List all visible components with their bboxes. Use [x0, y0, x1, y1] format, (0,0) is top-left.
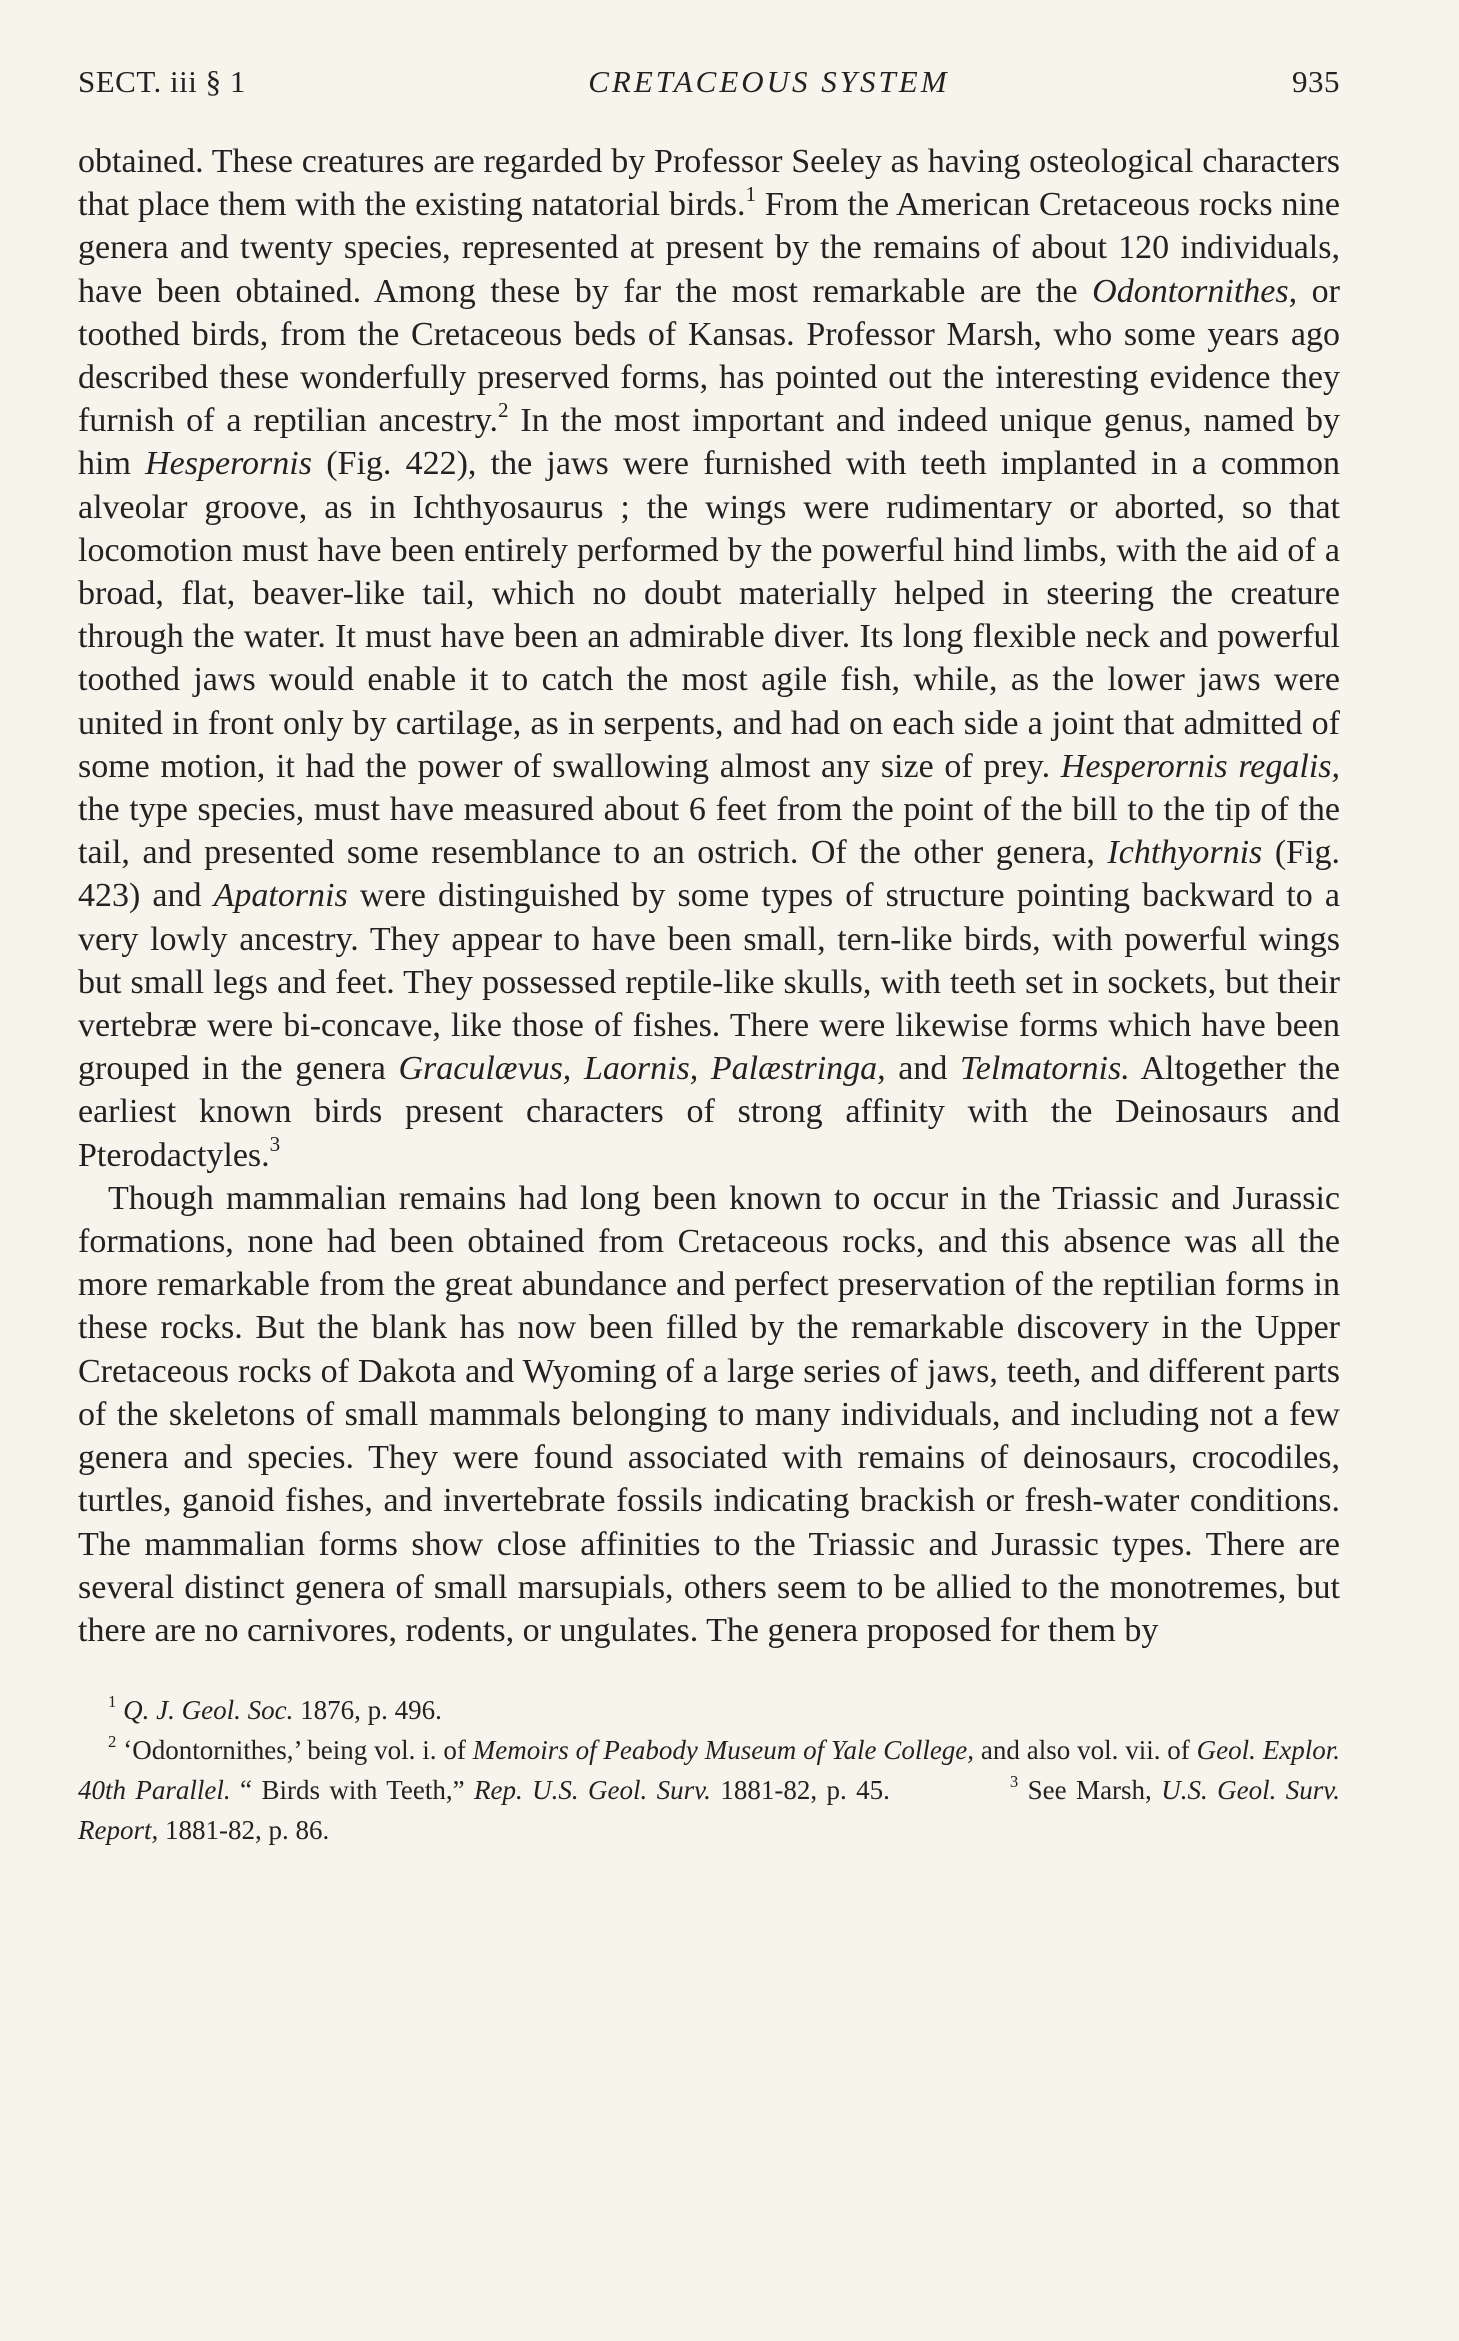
paragraph-mammals: Though mammalian remains had long been known to occur in the Triassic and Jurassic formations, none had been obtained from Cretaceous rocks, and this absence was all the more remarkable from the great abundance and perfect preservation of the reptilian forms in these rocks. But the blank has now been filled by the remarkable discovery in the Upper Cretaceous rocks of Dakota and Wyoming of a large series of jaws, teeth, and different parts of the skeletons of small mammals belonging to many individuals, and including not a few genera and species. They were found associated with remains of deinosaurs, crocodiles, turtles, ganoid fishes, and invertebrate fossils indicating brackish or fresh-water conditions. The mammalian forms show close affinities to the Triassic and Jurassic types. There are several distinct genera of small marsupials, others seem to be allied to the monotremes, but there are no carnivores, rodents, or ungulates. The genera proposed for them by: [78, 1179, 1340, 1649]
footnote-ref-1: 1: [745, 181, 757, 206]
body-text: [78, 140, 1340, 1652]
footnote-ref-2: 2: [498, 397, 509, 422]
footnotes: [78, 1690, 1340, 1850]
footnote-ref-3: 3: [269, 1132, 281, 1157]
footnote-2: $^2$ ‘Odontornithes,’ being vol. i. of Memoirs of Peabody Museum of Yale College, and also vol. vii. of Geol. Explor. 40th Parallel. “ Birds with Teeth,” Rep. U.S. Geol. Surv. 1881-82, p. 45. $^3$ See Marsh, U.S. Geol. Surv. Report, 1881-82, p. 86.: [78, 1732, 1340, 1846]
page-number: 935: [1291, 64, 1340, 99]
footnote-1: $^1$ Q. J. Geol. Soc. 1876, p. 496.: [108, 1692, 442, 1726]
section-label: SECT. iii § 1: [78, 64, 246, 99]
running-title: CRETACEOUS SYSTEM: [588, 64, 950, 99]
paragraph-birds: obtained. These creatures are regarded by Professor Seeley as having osteological characters that place them with the existing natatorial birds.$^1$ From the American Cretaceous rocks nine genera and twenty species, represented at present by the remains of about 120 individuals, have been obtained. Among these by far the most remarkable are the Odontornithes, or toothed birds, from the Cretaceous beds of Kansas. Professor Marsh, who some years ago described these wonderfully preserved forms, has pointed out the interesting evidence they furnish of a reptilian ancestry.$^2$ In the most important and indeed unique genus, named by him Hesperornis (Fig. 422), the jaws were furnished with teeth implanted in a common alveolar groove, as in Ichthyosaurus ; the wings were rudimentary or aborted, so that locomotion must have been entirely performed by the powerful hind limbs, with the aid of a broad, flat, beaver-like tail, which no doubt materially helped in steering the creature through the water. It must have been an admirable diver. Its long flexible neck and powerful toothed jaws would enable it to catch the most agile fish, while, as the lower jaws were united in front only by cartilage, as in serpents, and had on each side a joint that admitted of some motion, it had the power of swallowing almost any size of prey. Hesperornis regalis, the type species, must have measured about 6 feet from the point of the bill to the tip of the tail, and presented some resemblance to an ostrich. Of the other genera, Ichthyornis (Fig. 423) and Apatornis were distinguished by some types of structure pointing backward to a very lowly ancestry. They appear to have been small, tern-like birds, with powerful wings but small legs and feet. They possessed reptile-like skulls, with teeth set in sockets, but their vertebræ were bi-concave, like those of fishes. There were likewise forms which have been grouped in the genera Graculævus, Laornis, Palæstringa, and Telmatornis. Altogether the earliest known birds present characters of strong affinity with the Deinosaurs and Pterodactyles.$^3$: [78, 143, 1341, 1174]
page: [78, 64, 1340, 1850]
running-header: [78, 64, 1340, 100]
footnote-3: $^3$ See Marsh, U.S. Geol. Surv. Report, 1881-82, p. 86.: [78, 1772, 1340, 1846]
